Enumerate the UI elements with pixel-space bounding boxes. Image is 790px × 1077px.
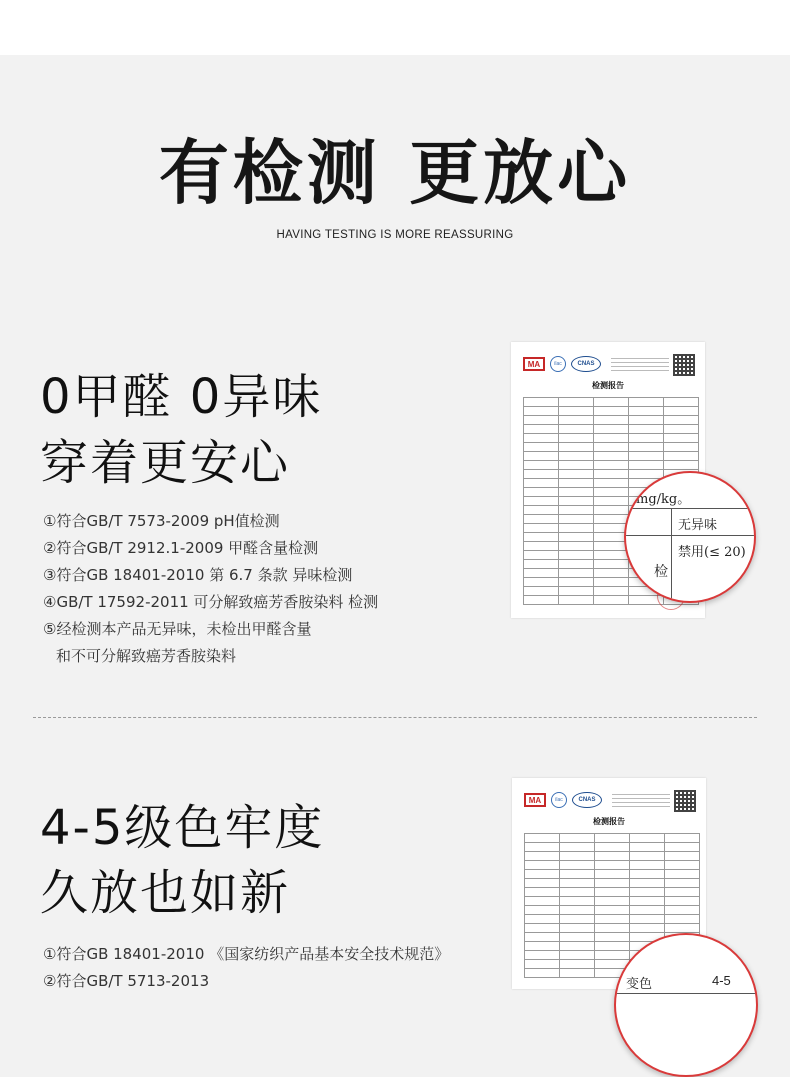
section2-bullet: ②符合GB/T 5713-2013 xyxy=(43,972,210,990)
section1-bullet: ⑤经检测本产品无异味，未检出甲醛含量 xyxy=(43,620,312,638)
magnifier-rule xyxy=(616,993,756,994)
cnas-logo: CNAS xyxy=(572,792,602,808)
magnifier-banned-limit: 禁用(≤ 20) xyxy=(678,545,746,560)
section2-heading-line2: 久放也如新 xyxy=(40,865,291,921)
magnifier-odor-result: 无异味 xyxy=(678,518,718,533)
magnifier-rule xyxy=(671,508,672,601)
magnifier-partial-text: 检 xyxy=(654,564,668,580)
section2-heading-line1: 4-5级色牢度 xyxy=(40,800,325,856)
section1-magnifier xyxy=(624,471,756,603)
section-divider xyxy=(33,717,757,718)
qr-code-icon xyxy=(673,354,695,376)
section1-bullet: ①符合GB/T 7573-2009 pH值检测 xyxy=(43,512,280,530)
ma-logo: MA xyxy=(524,793,546,807)
section2-bullet-list xyxy=(43,941,449,995)
magnifier-rule xyxy=(626,535,754,536)
report-header-lines xyxy=(611,358,669,374)
top-white-band xyxy=(0,0,790,55)
section1-bullet: ②符合GB/T 2912.1-2009 甲醛含量检测 xyxy=(43,539,319,557)
magnifier-grade-text: 4-5 xyxy=(712,973,731,988)
page-title: 有检测 更放心 xyxy=(158,132,632,214)
report-logos xyxy=(523,356,601,372)
report-logos xyxy=(524,792,602,808)
magnifier-unit-text: mg/kg。 xyxy=(636,492,691,507)
section1-bullet: 和不可分解致癌芳香胺染料 xyxy=(56,647,237,665)
qr-code-icon xyxy=(674,790,696,812)
section1-bullet: ③符合GB 18401-2010 第 6.7 条款 异味检测 xyxy=(43,566,353,584)
section2-bullet: ①符合GB 18401-2010 《国家纺织产品基本安全技术规范》 xyxy=(43,945,450,963)
section1-bullet: ④GB/T 17592-2011 可分解致癌芳香胺染料 检测 xyxy=(43,593,379,611)
section1-heading-line2: 穿着更安心 xyxy=(40,435,291,491)
magnifier-label-text: 变色 xyxy=(626,977,653,992)
section1-heading-line1: 0甲醛 0异味 xyxy=(40,369,323,425)
ilac-logo: ilac xyxy=(551,792,567,808)
ilac-logo: ilac xyxy=(550,356,566,372)
magnifier-rule xyxy=(626,508,754,509)
page-subtitle: HAVING TESTING IS MORE REASSURING xyxy=(276,229,514,241)
section2-magnifier xyxy=(614,933,758,1077)
report-title: 检测报告 xyxy=(592,380,624,390)
cnas-logo: CNAS xyxy=(571,356,601,372)
ma-logo: MA xyxy=(523,357,545,371)
report-title: 检测报告 xyxy=(593,816,625,826)
section1-bullet-list xyxy=(43,508,378,670)
report-header-lines xyxy=(612,794,670,810)
